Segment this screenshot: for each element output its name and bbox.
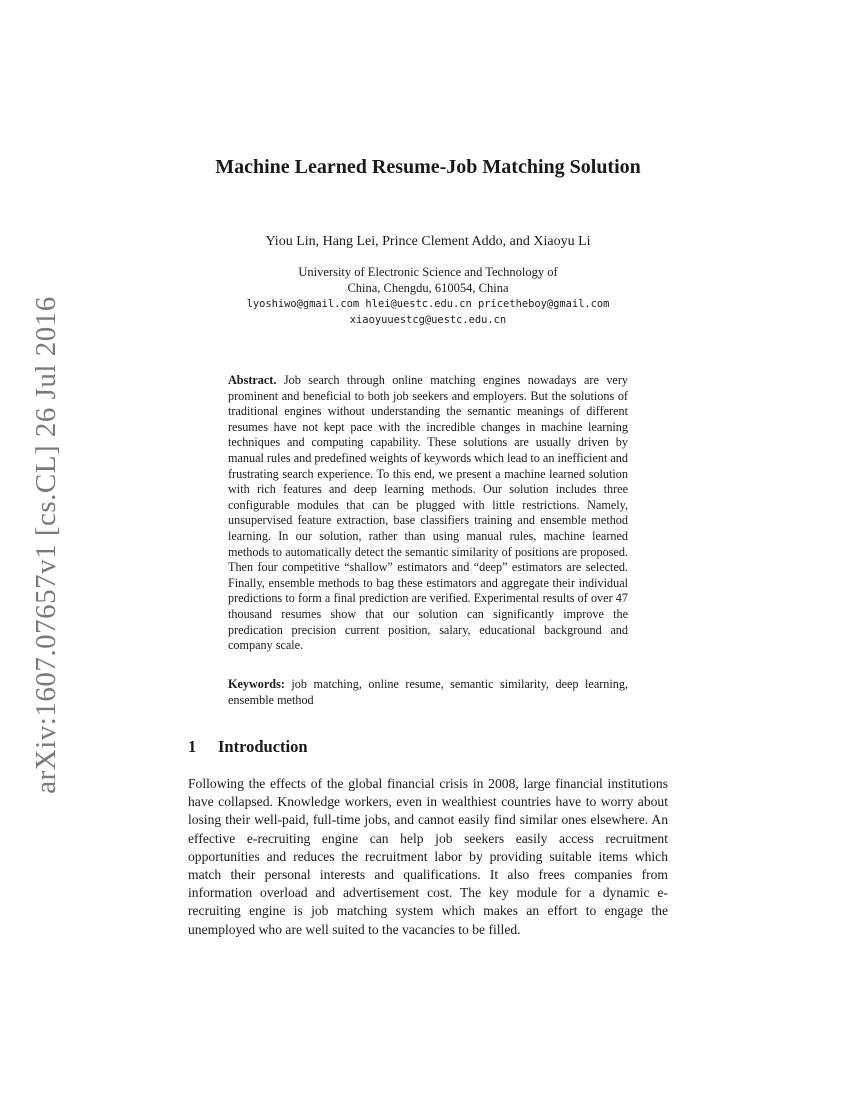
author-emails (188, 296, 668, 328)
introduction-paragraph: Following the effects of the global financial crisis in 2008, large financial institutions have collapsed. Knowledge workers, even in wealthiest countries have to worry about losing their well-paid, full-time jobs, and cannot easily find similar ones elsewhere. An effective e-recruiting engine can help job seekers easily access recruitment opportunities and reduces the recruitment labor by providing suitable items which match their personal interests and qualifications. It also frees companies from information overload and advertisement cost. The key module for a dynamic e-recruiting engine is job matching system which makes an effort to engage the unemployed who are well suited to the vacancies to be filled. (188, 776, 668, 937)
affiliation-line: University of Electronic Science and Technology of (298, 265, 558, 279)
paper-title: Machine Learned Resume-Job Matching Solution (215, 156, 641, 178)
affiliation (188, 264, 668, 296)
keywords-text: job matching, online resume, semantic similarity, deep learning, ensemble method (228, 677, 629, 707)
affiliation-line: China, Chengdu, 610054, China (347, 281, 509, 295)
abstract-text: Job search through online matching engines nowadays are very prominent and beneficial to both job seekers and employers. But the solutions of traditional engines without understanding the semantic meanings of different resumes have not kept pace with the incredible changes in machine learning techniques and computing capability. These solutions are usually driven by manual rules and predefined weights of keywords which lead to an inefficient and frustrating search experience. To this end, we present a machine learned solution with rich features and deep learning methods. Our solution includes three configurable modules that can be plugged with little restrictions. Namely, unsupervised feature extraction, base classifiers training and ensemble method learning. In our solution, rather than using manual rules, machine learned methods to automatically detect the semantic similarity of positions are proposed. Then four competitive “shallow” estimators and “deep” estimators are selected. Finally, ensemble methods to bag these estimators and aggregate their individual predictions to form a final prediction are verified. Experimental results of over 47 thousand resumes show that our solution can significantly improve the predication precision current position, salary, educational background and company scale. (228, 373, 628, 653)
section-heading (188, 737, 308, 757)
email-line: xiaoyuuestcg@uestc.edu.cn (349, 314, 507, 326)
abstract (228, 373, 628, 654)
section-title: Introduction (218, 737, 308, 756)
author-list: Yiou Lin, Hang Lei, Prince Clement Addo, and Xiaoyu Li (265, 234, 591, 249)
abstract-label: Abstract. (228, 373, 277, 387)
keywords-label: Keywords: (228, 677, 285, 691)
keywords (228, 677, 628, 708)
arxiv-identifier-stamp: arXiv:1607.07657v1 [cs.CL] 26 Jul 2016 (30, 296, 62, 794)
section-number: 1 (188, 737, 197, 756)
email-line: lyoshiwo@gmail.com hlei@uestc.edu.cn pricetheboy@gmail.com (246, 298, 610, 310)
